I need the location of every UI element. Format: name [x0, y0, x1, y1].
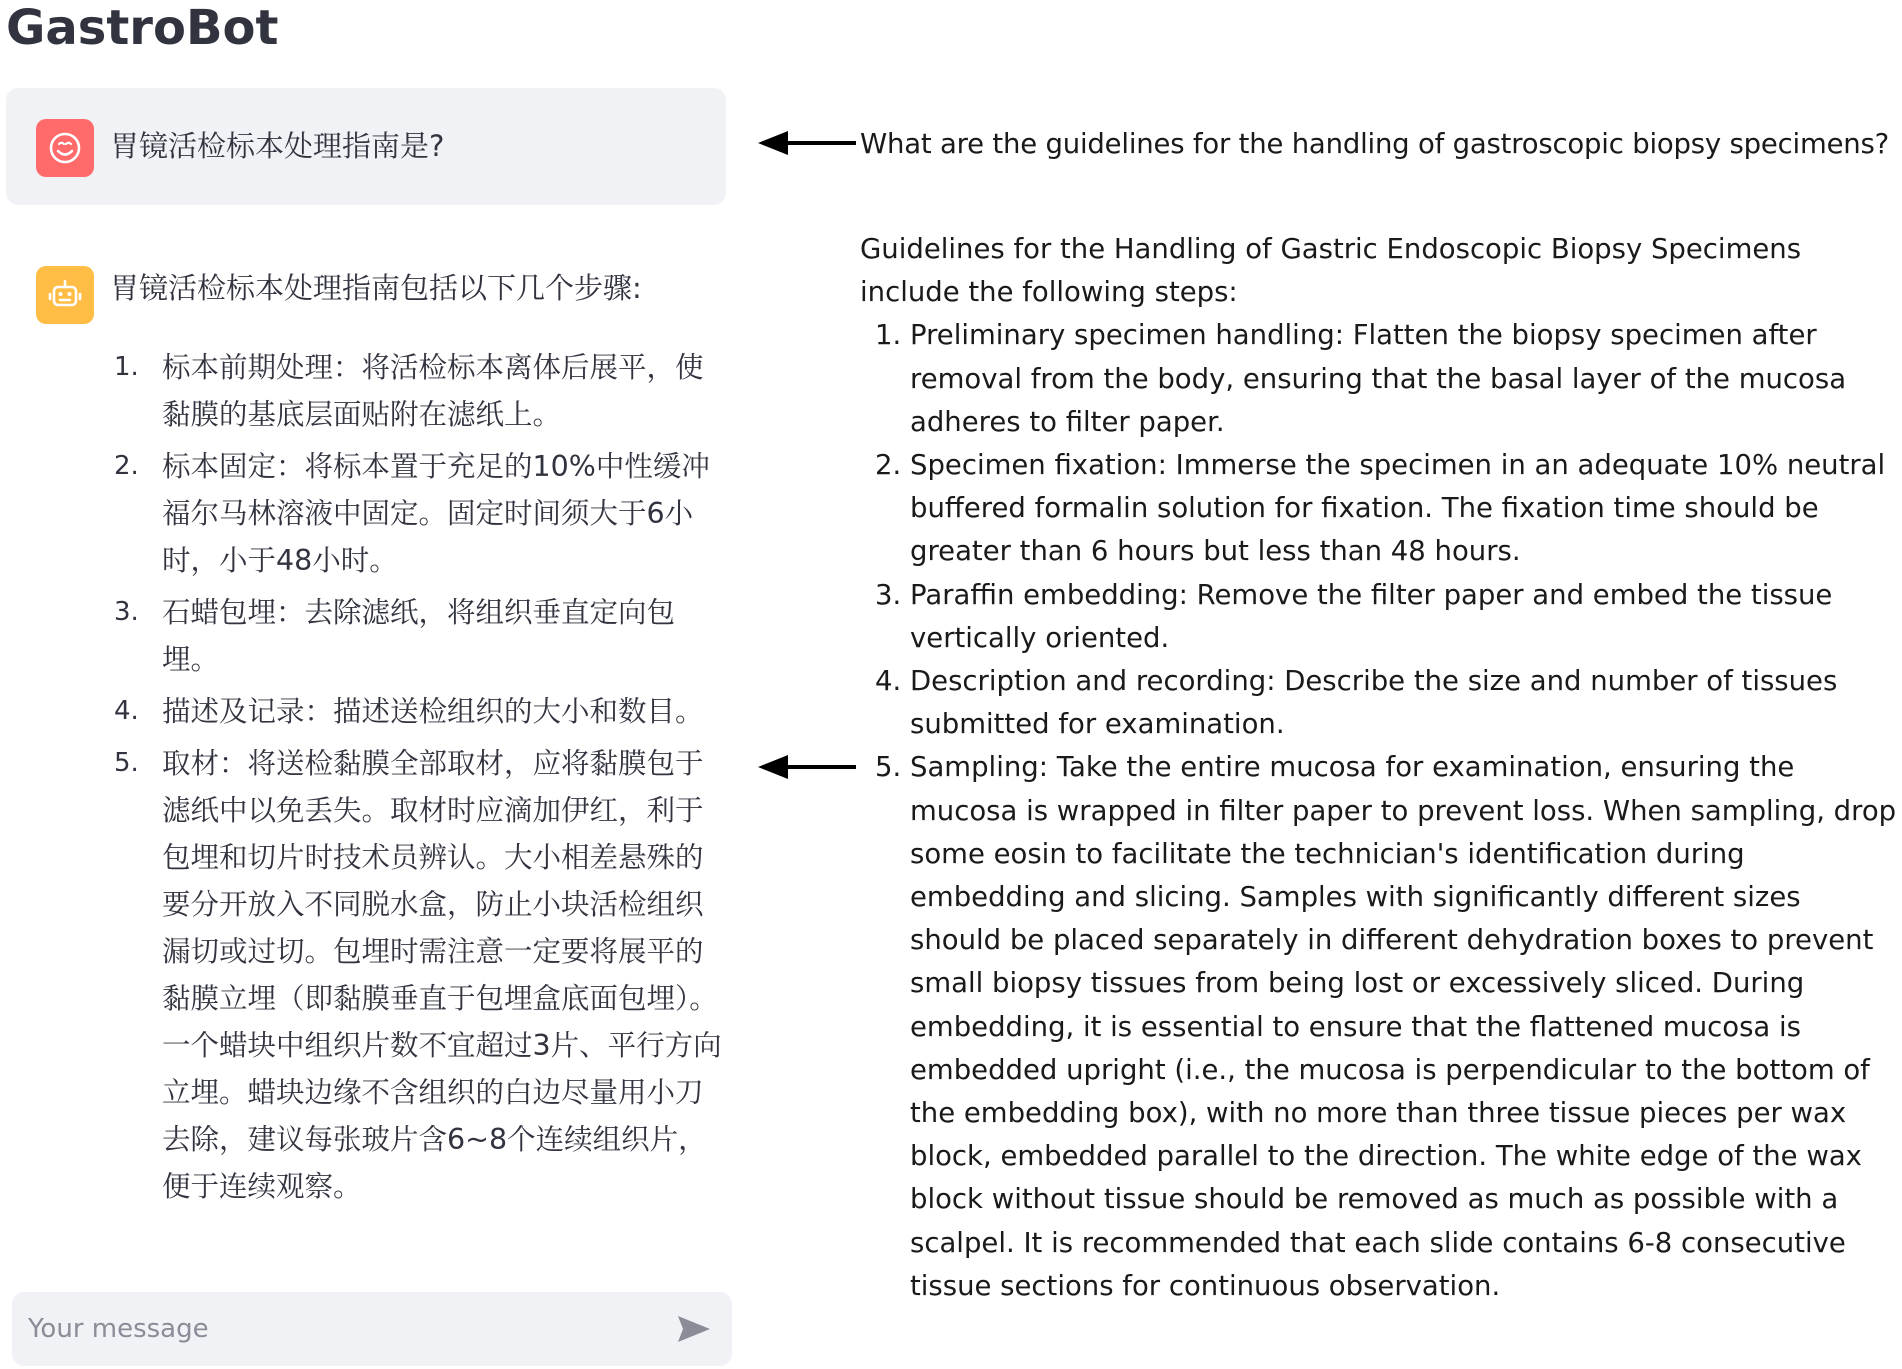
bot-step-item [114, 688, 724, 735]
robot-face-icon [47, 277, 83, 313]
bot-step-item [114, 344, 724, 438]
translated-step-text: Description and recording: Describe the size and number of tissues submitted for examination. [910, 665, 1838, 741]
translated-step-item [860, 746, 1900, 1308]
bot-step-text: 取材：将送检黏膜全部取材，应将黏膜包于滤纸中以免丢失。取材时应滴加伊红，利于包埋和切片时技术员辨认。大小相差悬殊的要分开放入不同脱水盒，防止小块活检组织漏切或过切。包埋时需注意一定要将展平的黏膜立埋（即黏膜垂直于包埋盒底面包埋）。一个蜡块中组织片数不宜超过3片、平行方向立埋。蜡块边缘不含组织的白边尽量用小刀去除，建议每张玻片含6~8个连续组织片，便于连续观察。 [162, 747, 722, 1203]
left-arrow-icon [758, 752, 858, 782]
translated-steps-list [860, 314, 1900, 1308]
translated-step-number: 4. [875, 665, 902, 698]
translated-step-item [860, 314, 1900, 444]
user-message-text: 胃镜活检标本处理指南是? [110, 129, 445, 163]
bot-step-text: 标本前期处理：将活检标本离体后展平，使黏膜的基底层面贴附在滤纸上。 [162, 351, 704, 431]
translated-answer-intro: Guidelines for the Handling of Gastric Endoscopic Biopsy Specimens include the following steps: [860, 233, 1802, 309]
bot-step-item [114, 589, 724, 683]
bot-step-number: 1. [114, 352, 139, 382]
send-arrow-icon [676, 1314, 712, 1344]
bot-steps-list [114, 344, 724, 1215]
translated-step-text: Specimen fixation: Immerse the specimen in an adequate 10% neutral buffered formalin solution for fixation. The fixation time should be greater than 6 hours but less than 48 hours. [910, 449, 1886, 568]
bot-message-intro: 胃镜活检标本处理指南包括以下几个步骤: [110, 271, 642, 305]
app-title: GastroBot [6, 0, 279, 56]
bot-step-number: 3. [114, 597, 139, 627]
translated-step-number: 2. [875, 449, 902, 482]
bot-avatar [36, 266, 94, 324]
translated-step-number: 5. [875, 751, 902, 784]
translated-step-text: Sampling: Take the entire mucosa for examination, ensuring the mucosa is wrapped in filter paper to prevent loss. When sampling, drop some eosin to facilitate the technician's identification during embedding and slicing. Samples with significantly different sizes should be placed separately in different dehydration boxes to prevent small biopsy tissues from being lost or excessively sliced. During embedding, it is essential to ensure that the flattened mucosa is embedded upright (i.e., the mucosa is perpendicular to the bottom of the embedding box), with no more than three tissue pieces per wax block, embedded parallel to the direction. The white edge of the wax block without tissue should be removed as much as possible with a scalpel. It is recommended that each slide contains 6-8 consecutive tissue sections for continuous observation. [910, 751, 1897, 1302]
translated-question: What are the guidelines for the handling of gastroscopic biopsy specimens? [860, 128, 1890, 160]
bot-step-text: 描述及记录：描述送检组织的大小和数目。 [162, 695, 704, 728]
translated-step-item [860, 444, 1900, 574]
translated-step-text: Paraffin embedding: Remove the filter paper and embed the tissue vertically oriented. [910, 578, 1833, 654]
chat-input-box[interactable] [12, 1292, 732, 1366]
bot-step-item [114, 443, 724, 584]
user-avatar [36, 119, 94, 177]
left-arrow-icon [758, 128, 858, 158]
smiley-face-icon [47, 130, 83, 166]
bot-step-text: 标本固定：将标本置于充足的10%中性缓冲福尔马林溶液中固定。固定时间须大于6小时，小于48小时。 [162, 450, 710, 577]
bot-step-item [114, 740, 724, 1210]
translated-step-item [860, 660, 1900, 746]
translated-step-text: Preliminary specimen handling: Flatten the biopsy specimen after removal from the body, ensuring that the basal layer of the mucosa adheres to filter paper. [910, 319, 1847, 438]
translated-step-number: 1. [875, 319, 902, 352]
translated-step-number: 3. [875, 578, 902, 611]
bot-step-text: 石蜡包埋：去除滤纸，将组织垂直定向包埋。 [162, 596, 676, 676]
bot-step-number: 4. [114, 696, 139, 726]
bot-step-number: 2. [114, 451, 139, 481]
message-input[interactable] [28, 1292, 648, 1366]
bot-step-number: 5. [114, 748, 139, 778]
translated-answer [860, 228, 1900, 1308]
send-button[interactable] [674, 1309, 714, 1349]
translated-step-item [860, 574, 1900, 660]
